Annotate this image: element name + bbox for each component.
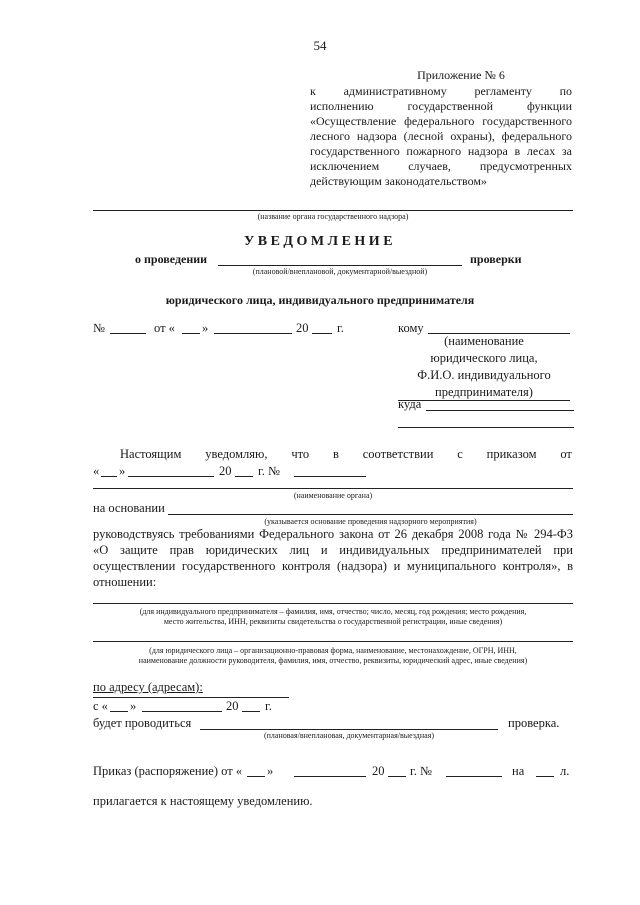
notice-date-open: «	[93, 464, 100, 478]
page-number: 54	[313, 38, 327, 53]
from-year-field[interactable]	[242, 711, 260, 712]
order-number-field[interactable]	[446, 776, 502, 777]
notice-word: соответствии	[362, 447, 434, 461]
will-be-caption: (плановая/внеплановая, документарная/выездная)	[263, 731, 435, 740]
notice-month-field[interactable]	[128, 476, 214, 477]
from-open: с «	[93, 699, 108, 713]
organ-name-field[interactable]	[93, 488, 573, 489]
inspection-type-field[interactable]	[218, 265, 462, 266]
recipient-hint-line: Ф.И.О. индивидуального	[417, 368, 551, 382]
law-text-line: руководствуясь требованиями Федерального закона от 26 декабря 2008 года № 294-ФЗ	[93, 527, 573, 541]
date-close: »	[202, 321, 209, 335]
year-field[interactable]	[312, 333, 332, 334]
attached-text: прилагается к настоящему уведомлению.	[93, 794, 313, 808]
appendix-line: исключением случаев, предусмотренных	[310, 159, 572, 173]
authority-name-field[interactable]	[93, 210, 573, 211]
appendix-line: «Осуществление федерального государственного	[310, 114, 572, 128]
number-field[interactable]	[110, 333, 146, 334]
notice-year-suffix: г. №	[258, 464, 280, 478]
legal-entity-caption-1: (для юридического лица – организационно-правовая форма, наименование, местонахождение, ОГРН, ИНН,	[149, 646, 517, 655]
law-text-line: отношении:	[93, 575, 157, 589]
will-be-type-field[interactable]	[200, 729, 498, 730]
notice-date-close: »	[119, 464, 126, 478]
basis-caption: (указывается основание проведения надзорного мероприятия)	[264, 517, 477, 526]
appendix-block	[310, 68, 572, 189]
order-sheets-field[interactable]	[536, 776, 554, 777]
basis-field[interactable]	[168, 514, 573, 515]
order-day-field[interactable]	[247, 776, 265, 777]
law-text-block	[93, 526, 573, 590]
inspection-suffix: проверки	[470, 252, 522, 266]
year-suffix: г.	[337, 321, 344, 335]
notice-word: Настоящим	[120, 447, 182, 461]
notice-word: что	[291, 447, 310, 461]
notice-line-1	[120, 447, 572, 462]
appendix-line: лесного надзора (лесной охраны), федерального	[310, 129, 572, 143]
entrepreneur-caption-2: место жительства, ИНН, реквизиты свидетельства о государственной регистрации, иные сведения)	[163, 617, 503, 626]
order-on-label: на	[512, 764, 525, 778]
where-label: куда	[398, 397, 422, 411]
number-label: №	[93, 321, 105, 335]
appendix-line: государственного пожарного надзора в лесах за	[310, 144, 572, 158]
document-heading: УВЕДОМЛЕНИЕ	[243, 234, 397, 249]
notice-word: уведомляю,	[205, 447, 268, 461]
law-text-line: осуществлении государственного контроля (надзора) и муниципального контроля», в	[93, 559, 573, 573]
from-year: 20	[226, 699, 239, 713]
notice-word: приказом	[486, 447, 537, 461]
will-be-suffix: проверка.	[508, 716, 560, 730]
address-field[interactable]	[93, 697, 289, 698]
recipient-hint-line: юридического лица,	[430, 351, 538, 365]
order-close: »	[267, 764, 274, 778]
order-number-label: г. №	[410, 764, 432, 778]
where-field-2[interactable]	[398, 427, 574, 428]
notice-order-number-field[interactable]	[294, 476, 366, 477]
inspection-caption: (плановой/внеплановой, документарной/выездной)	[252, 267, 428, 276]
notice-day-field[interactable]	[101, 476, 117, 477]
year-prefix: 20	[296, 321, 309, 335]
where-field[interactable]	[426, 410, 574, 411]
appendix-line: к административному регламенту по	[310, 84, 572, 98]
law-text-line: «О защите прав юридических лиц и индивидуальных предпринимателей при	[93, 543, 573, 557]
to-label: кому	[398, 321, 424, 335]
month-field[interactable]	[214, 333, 292, 334]
notice-word: от	[560, 447, 572, 461]
recipient-underline	[398, 400, 570, 401]
notice-word: в	[333, 447, 339, 461]
from-day-field[interactable]	[110, 711, 128, 712]
organ-caption: (наименование органа)	[293, 491, 373, 500]
entrepreneur-info-field[interactable]	[93, 603, 573, 604]
notice-year-field[interactable]	[235, 476, 253, 477]
basis-label: на основании	[93, 501, 165, 515]
order-prefix: Приказ (распоряжение) от «	[93, 764, 243, 778]
from-suffix: г.	[265, 699, 272, 713]
day-field[interactable]	[182, 333, 200, 334]
recipient-hint-line: (наименование	[444, 334, 524, 348]
notice-year: 20	[219, 464, 232, 478]
entrepreneur-caption-1: (для индивидуального предпринимателя – фамилия, имя, отчество; число, месяц, год рождения; место рождения,	[139, 607, 527, 616]
legal-entity-info-field[interactable]	[93, 641, 573, 642]
order-year-field[interactable]	[388, 776, 406, 777]
order-month-field[interactable]	[294, 776, 366, 777]
from-close: »	[130, 699, 137, 713]
appendix-line: действующим законодательством»	[310, 174, 487, 188]
subject-line: юридического лица, индивидуального предпринимателя	[165, 293, 475, 307]
legal-entity-caption-2: наименование должности руководителя, фамилия, имя, отчество, реквизиты, юридический адрес, иные сведения)	[138, 656, 528, 665]
address-label: по адресу (адресам):	[93, 680, 203, 694]
appendix-title: Приложение № 6	[417, 68, 505, 82]
will-be-prefix: будет проводиться	[93, 716, 192, 730]
from-month-field[interactable]	[142, 711, 222, 712]
inspection-prefix: о проведении	[135, 252, 208, 266]
authority-caption: (название органа государственного надзора)	[257, 212, 409, 221]
notice-word: с	[457, 447, 463, 461]
recipient-hint-line: предпринимателя)	[435, 385, 533, 399]
appendix-line: исполнению государственной функции	[310, 99, 572, 113]
date-open: от «	[154, 321, 175, 335]
recipient-name-hint	[398, 333, 570, 401]
order-year: 20	[372, 764, 385, 778]
order-sheets-label: л.	[560, 764, 570, 778]
